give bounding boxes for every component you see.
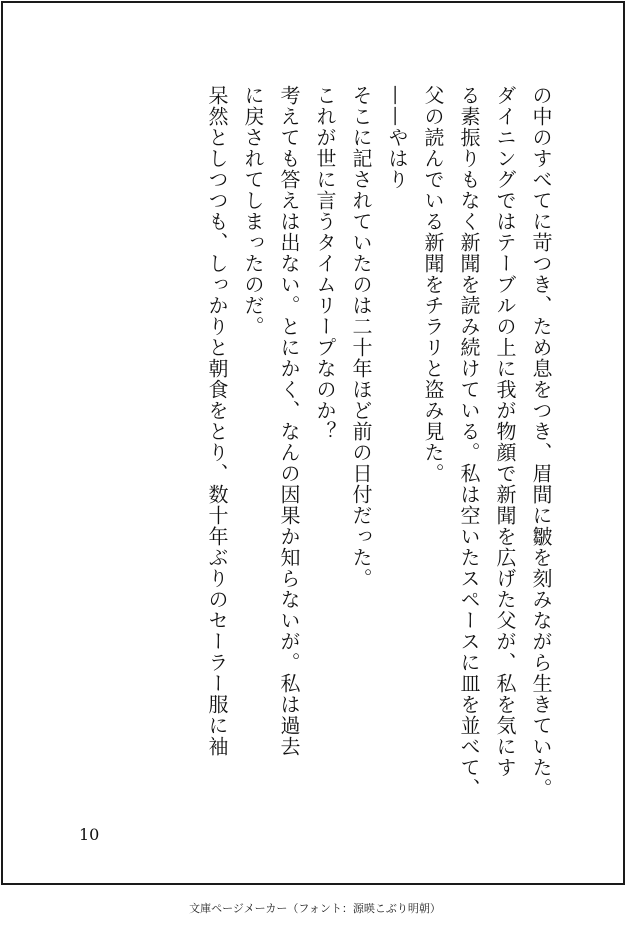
vertical-text-block: [199, 85, 559, 805]
text-line: これが世に言うタイムリープなのか？: [313, 85, 337, 442]
page-frame: [1, 1, 625, 885]
text-line: の中のすべてに苛つき、ため息をつき、眉間に皺を刻みながら生きていた。: [529, 85, 553, 799]
page-number: 10: [79, 825, 100, 844]
text-line: ダイニングではテーブルの上に我が物顔で新聞を広げた父が、私を気にす: [493, 85, 517, 778]
text-line: 呆然としつつも、しっかりと朝食をとり、数十年ぶりのセーラー服に袖: [205, 85, 229, 757]
text-line: に戻されてしまったのだ。: [241, 85, 265, 337]
text-line: ——やはり: [385, 85, 409, 190]
text-line: 考えても答えは出ない。とにかく、なんの因果か知らないが。私は過去: [277, 85, 301, 757]
text-line: る素振りもなく新聞を読み続けている。私は空いたスペースに皿を並べて、: [457, 85, 481, 799]
footer-credit: 文庫ページメーカー（フォント：源暎こぶり明朝）: [189, 902, 441, 915]
text-line: そこに記されていたのは二十年ほど前の日付だった。: [349, 85, 373, 589]
text-line: 父の読んでいる新聞をチラリと盗み見た。: [421, 85, 445, 484]
